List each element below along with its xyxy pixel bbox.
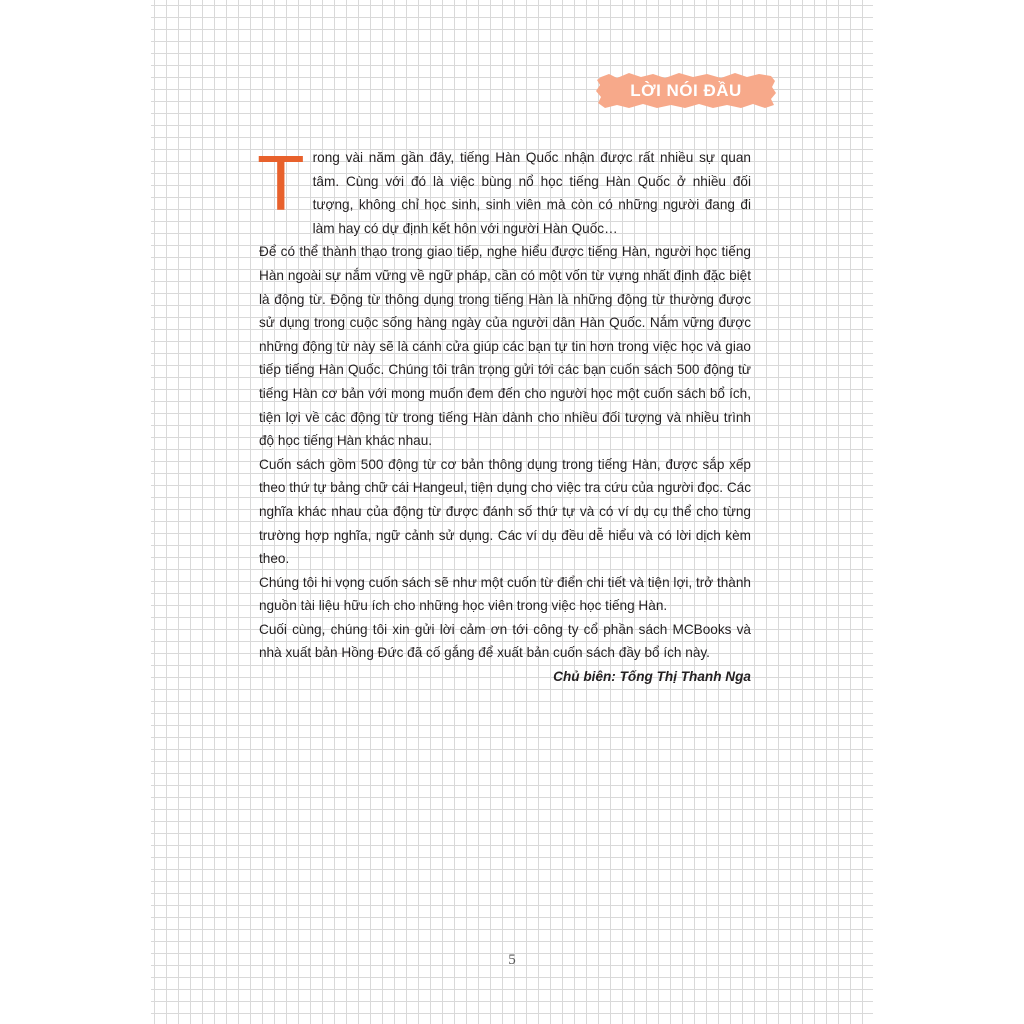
paragraph-5: Cuối cùng, chúng tôi xin gửi lời cảm ơn tới công ty cổ phần sách MCBooks và nhà xuất bản Hồng Đức đã cố gắng để xuất bản cuốn sách đầy bổ ích này. — [259, 621, 751, 661]
author-signature: Chủ biên: Tống Thị Thanh Nga — [553, 669, 751, 685]
drop-cap: T — [257, 139, 305, 227]
title-banner — [595, 73, 777, 109]
paragraph-2: Để có thể thành thạo trong giao tiếp, nghe hiểu được tiếng Hàn, người học tiếng Hàn ngoài sự nắm vững về ngữ pháp, cần có một vốn từ vựng nhất định đặc biệt là động từ. Động từ thông dụng trong tiếng Hàn là những động từ thường được sử dụng trong cuộc sống hàng ngày của người dân Hàn Quốc. Nắm vững được những động từ này sẽ là cánh cửa giúp các bạn tự tin hơn trong việc học và giao tiếp tiếng Hàn Quốc. Chúng tôi trân trọng gửi tới các bạn cuốn sách 500 động từ tiếng Hàn cơ bản với mong muốn đem đến cho người học một cuốn sách bổ ích, tiện lợi về các động từ trong tiếng Hàn dành cho nhiều đối tượng và nhiều trình độ học tiếng Hàn khác nhau. — [259, 244, 751, 449]
preface-body — [257, 139, 751, 689]
page-number: 5 — [508, 952, 516, 968]
paragraph-4: Chúng tôi hi vọng cuốn sách sẽ như một cuốn từ điển chi tiết và tiện lợi, trở thành nguồn tài liệu hữu ích cho những học viên trong việc học tiếng Hàn. — [259, 574, 751, 614]
paragraph-3: Cuốn sách gồm 500 động từ cơ bản thông dụng trong tiếng Hàn, được sắp xếp theo thứ tự bảng chữ cái Hangeul, tiện dụng cho việc tra cứu của người đọc. Các nghĩa khác nhau của động từ được đánh số thứ tự và có ví dụ cụ thể cho từng trường hợp nghĩa, ngữ cảnh sử dụng. Các ví dụ đều dễ hiểu và có lời dịch kèm theo. — [259, 456, 751, 567]
paragraph-1 — [257, 139, 751, 240]
book-page — [151, 0, 873, 1024]
page-title: LỜI NÓI ĐẦU — [630, 81, 742, 100]
paragraph-1-text: rong vài năm gần đây, tiếng Hàn Quốc nhận được rất nhiều sự quan tâm. Cùng với đó là việc bùng nổ học tiếng Hàn Quốc ở nhiều đối tượng, không chỉ học sinh, sinh viên mà còn có những người đang đi làm hay có dự định kết hôn với người Hàn Quốc… — [312, 150, 751, 236]
